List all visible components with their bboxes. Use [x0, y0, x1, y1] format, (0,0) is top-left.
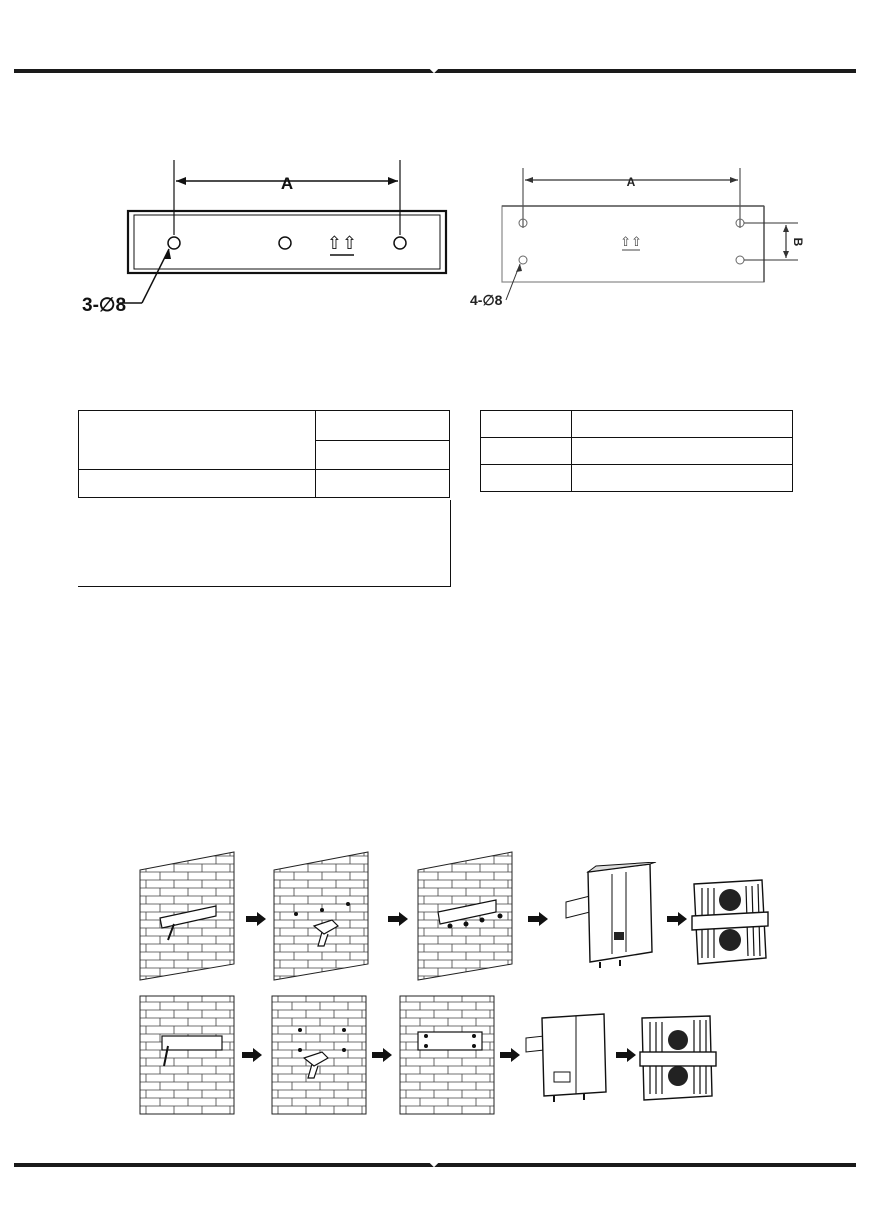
- step-4-inverter-hanging-alt: [524, 1010, 620, 1106]
- footer-rule: [14, 1163, 856, 1167]
- step-3-bracket-fixing-alt: [398, 994, 496, 1116]
- hole-callout-4x8: 4-∅8: [470, 292, 503, 308]
- step-4-inverter-hanging: [560, 862, 664, 970]
- step-3-bracket-fixing: [416, 848, 516, 983]
- table-cell: [572, 438, 793, 465]
- bracket-outline: [128, 211, 446, 273]
- dimension-arrow-left: [176, 177, 186, 185]
- arrow-icon: [528, 912, 548, 926]
- bracket-3-hole-drawing: [80, 155, 450, 325]
- hole-callout-3x8: 3-∅8: [82, 295, 127, 316]
- dimension-label-b: B: [791, 237, 805, 247]
- step-2-drilling: [272, 848, 372, 983]
- arrow-icon: [372, 1048, 392, 1062]
- table-cell: [481, 411, 572, 438]
- header-rule: [14, 69, 856, 73]
- arrow-icon: [388, 912, 408, 926]
- step-2-drilling-alt: [270, 994, 368, 1116]
- mounting-hole-2: [279, 237, 291, 249]
- dimension-arrow-left: [525, 177, 533, 183]
- arrow-icon: [246, 912, 266, 926]
- table-cell: [316, 440, 450, 470]
- arrow-icon: [667, 912, 687, 926]
- table-cell: [572, 411, 793, 438]
- mounting-hole-1: [168, 237, 180, 249]
- mounting-hole-4: [736, 256, 744, 264]
- dimension-label-a: A: [626, 175, 636, 189]
- mounting-hole-3: [519, 256, 527, 264]
- mounting-hole-3: [394, 237, 406, 249]
- arrow-icon: [242, 1048, 262, 1062]
- header-rule-notch: [430, 65, 438, 73]
- table-cell: [481, 438, 572, 465]
- bracket-dimension-table-right: [480, 410, 793, 492]
- bracket-dimension-table-left: [78, 410, 450, 498]
- table-cell: [316, 470, 450, 498]
- table-cell: [481, 465, 572, 492]
- up-arrows-symbol: ⇧⇧: [620, 235, 642, 250]
- dimension-arrow-right: [730, 177, 738, 183]
- table-cell: [79, 470, 316, 498]
- table-cell: [316, 411, 450, 441]
- dimension-arrow-right: [388, 177, 398, 185]
- table-cell: [572, 465, 793, 492]
- table-note-box: [78, 500, 451, 587]
- step-1-bracket-marking: [138, 848, 238, 983]
- step-5-inverter-secured: [690, 878, 772, 968]
- footer-rule-notch: [430, 1159, 438, 1167]
- dimension-arrow-b-top: [783, 225, 789, 232]
- dimension-arrow-b-bottom: [783, 251, 789, 258]
- step-5-inverter-secured-alt: [638, 1014, 718, 1106]
- arrow-icon: [616, 1048, 636, 1062]
- arrow-icon: [500, 1048, 520, 1062]
- table-cell: [79, 411, 316, 470]
- bracket-4-hole-drawing: [468, 168, 813, 318]
- up-arrows-symbol: ⇧⇧: [326, 233, 358, 254]
- step-1-bracket-marking-alt: [138, 994, 236, 1116]
- dimension-label-a: A: [280, 174, 294, 193]
